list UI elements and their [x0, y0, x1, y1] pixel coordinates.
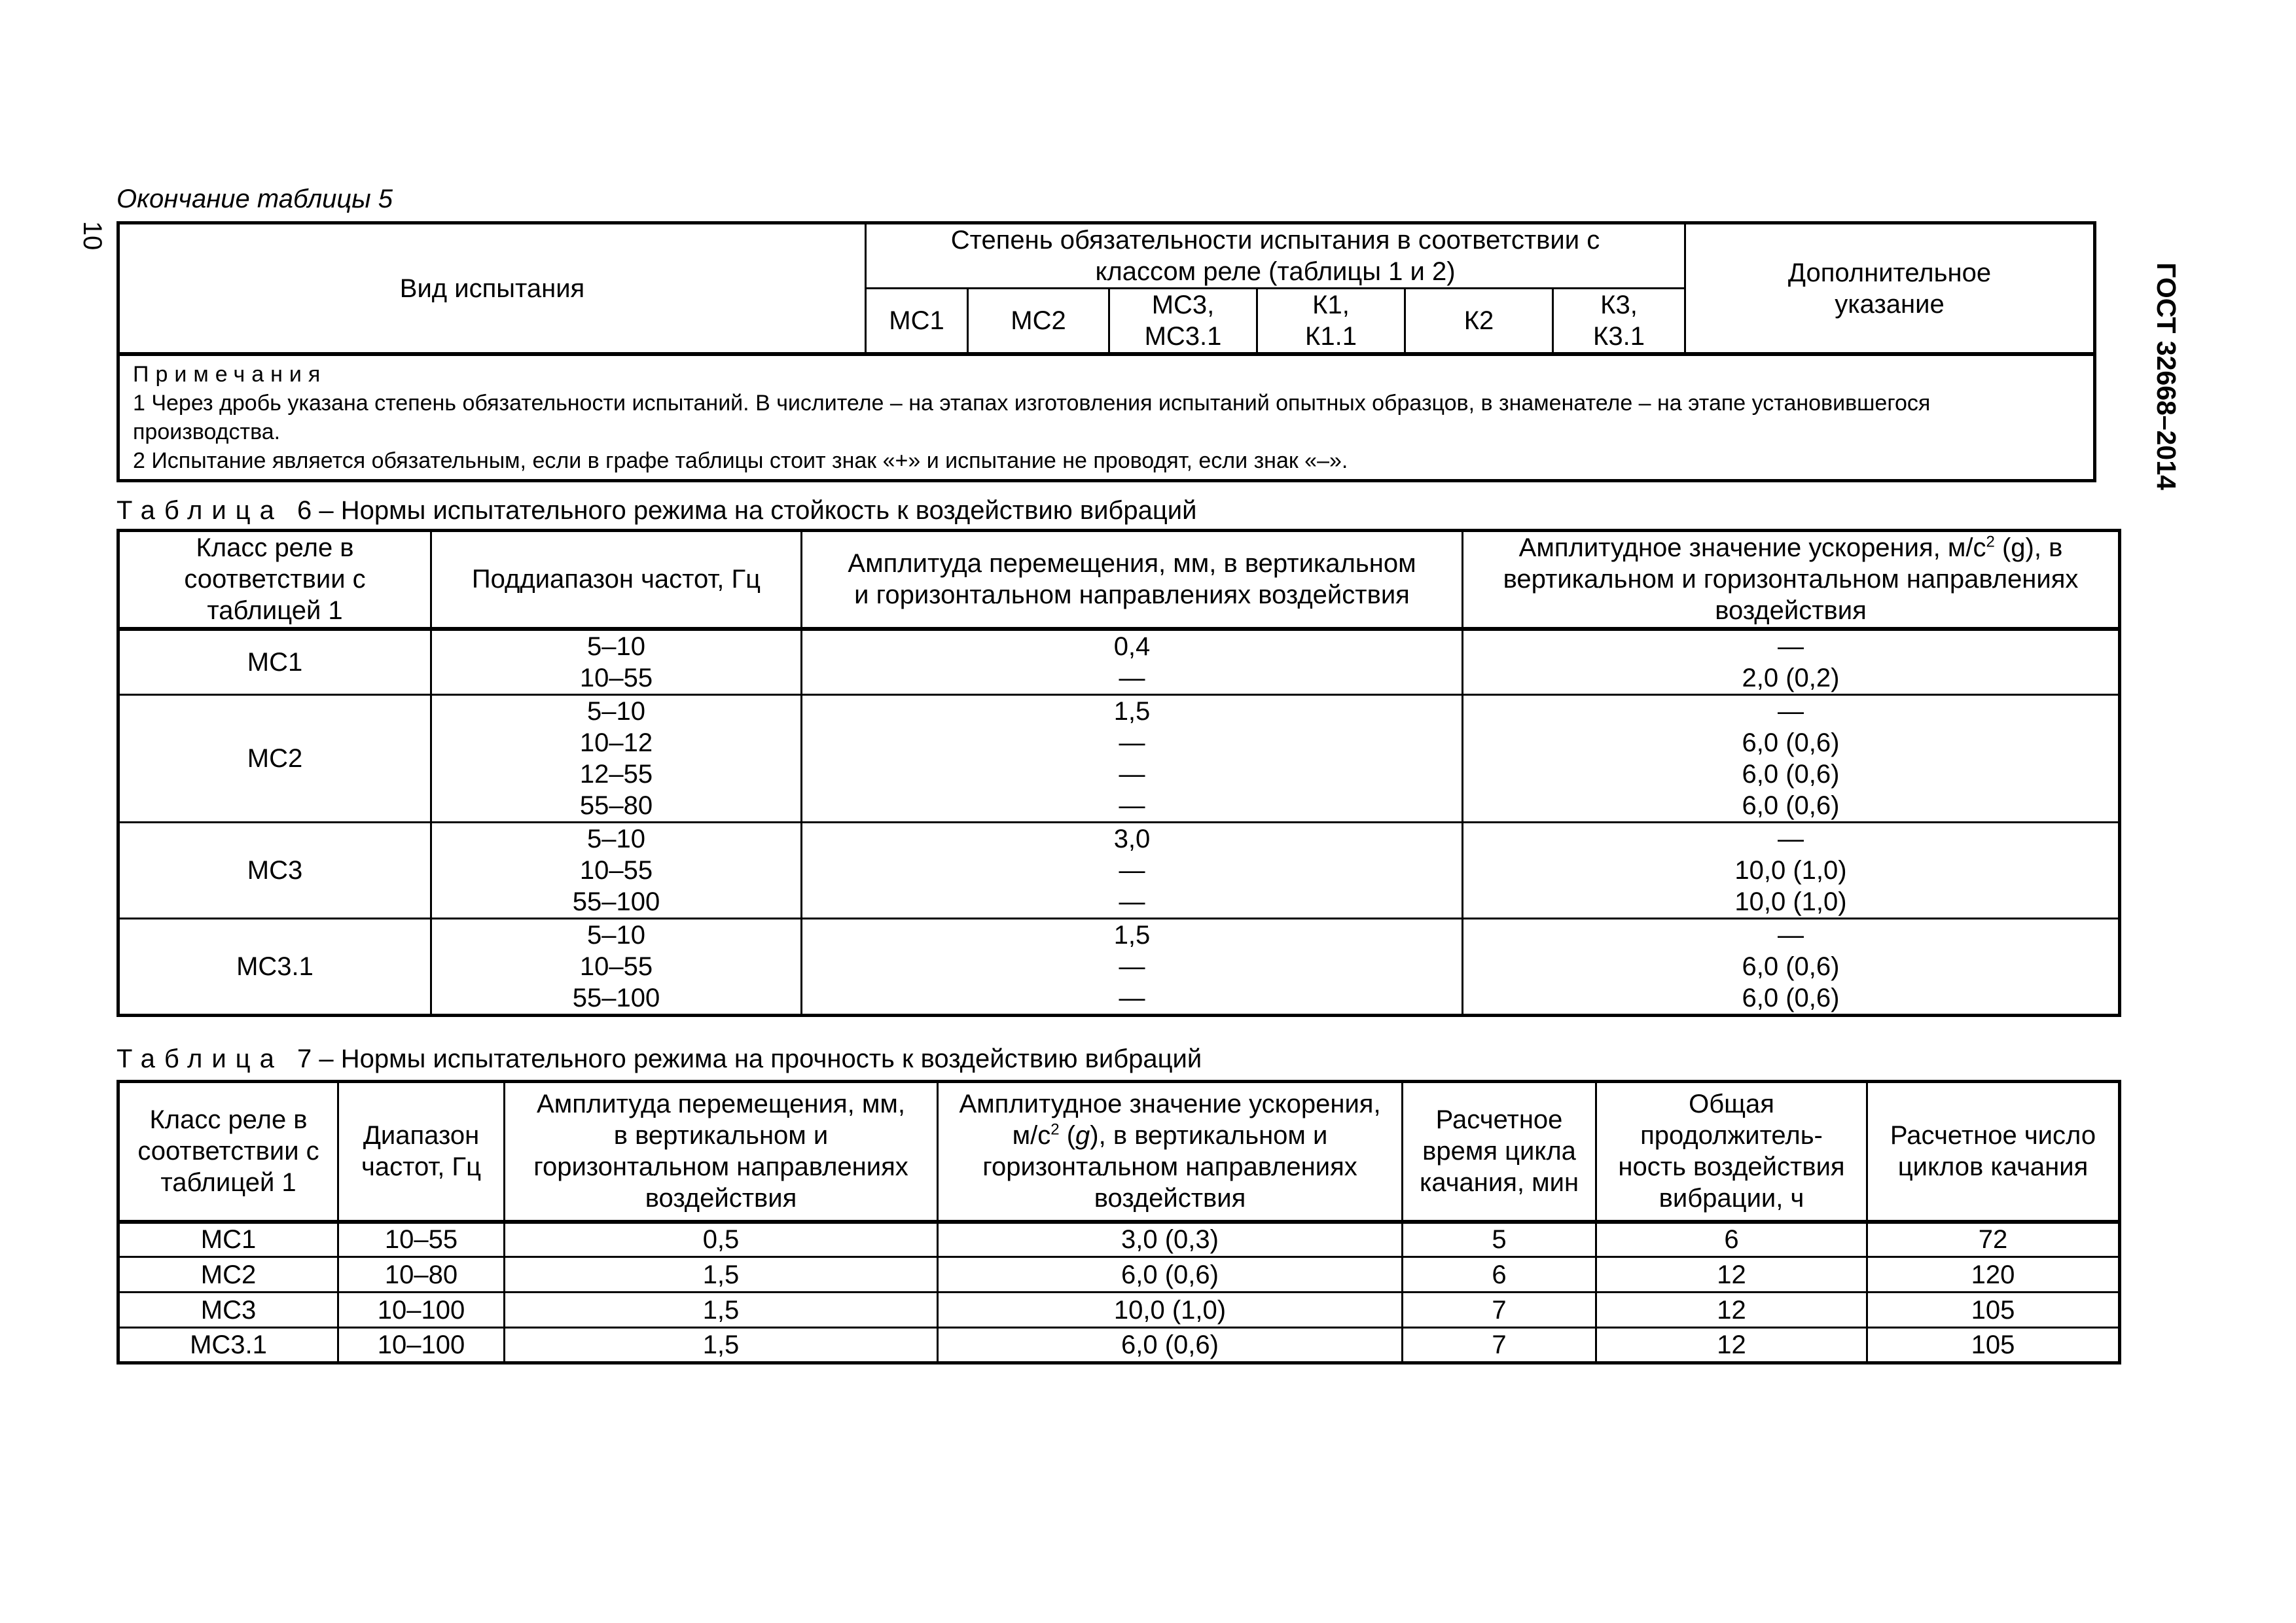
t6-amplitude-cell-line: — [1119, 728, 1145, 757]
notes-title: Примечания [133, 362, 327, 387]
t6-amplitude-cell-line: 1,5 [1113, 920, 1151, 950]
table7 [117, 1080, 2121, 1364]
class-header-line: К1.1 [1305, 322, 1357, 351]
t6-acceleration-cell-line: 10,0 (1,0) [1734, 887, 1847, 916]
t6-acceleration-cell-line: 2,0 (0,2) [1742, 663, 1840, 692]
t7-class-cell: МС3 [118, 1293, 338, 1328]
t6-header-acceleration: Амплитудное значение ускорения, $м/с^2$ (g), в вертикальном и горизонтальном направлениях воздействия [1463, 531, 2120, 629]
table-row [118, 918, 2120, 1015]
table7-caption-number: 7 [296, 1044, 312, 1073]
t6-frequency-cell-line: 55–80 [579, 791, 653, 820]
class-header-line: К3, [1600, 291, 1638, 319]
class-header-cell [1405, 289, 1553, 355]
t7-cycles-cell: 105 [1867, 1293, 2120, 1328]
t6-amplitude-cell-line: — [1119, 887, 1145, 916]
t6-acceleration-cell-line: — [1778, 920, 1804, 950]
table6-caption-text: – Нормы испытательного режима на стойкость к воздействию вибраций [319, 496, 1197, 525]
t7-acceleration-cell: 6,0 (0,6) [938, 1257, 1403, 1293]
t6-acceleration-cell-line: 6,0 (0,6) [1742, 759, 1840, 789]
t7-duration-cell: 12 [1596, 1293, 1867, 1328]
t6-frequency-cell-line: 12–55 [579, 759, 653, 789]
t7-acceleration-cell: 3,0 (0,3) [938, 1222, 1403, 1257]
table5-notes [118, 354, 2095, 481]
t7-amplitude-cell: 0,5 [505, 1222, 938, 1257]
class-header-cell [1553, 289, 1685, 355]
table-row [118, 629, 2120, 695]
table-row [118, 1293, 2120, 1328]
header-additional-note: Дополнительное указание [1685, 223, 2095, 355]
table7-caption-label: Таблица [117, 1044, 283, 1073]
table7-caption [117, 1044, 1202, 1074]
t7-duration-cell: 6 [1596, 1222, 1867, 1257]
table-row [118, 1328, 2120, 1363]
t6-class-cell: МС3 [118, 822, 431, 918]
t6-frequency-cell-line: 10–55 [579, 663, 653, 692]
t6-frequency-cell-line: 10–55 [579, 952, 653, 981]
t6-acceleration-cell [1463, 694, 2120, 822]
t6-frequency-cell-line: 10–55 [579, 855, 653, 885]
t6-amplitude-cell-line: 0,4 [1113, 632, 1151, 661]
t6-frequency-cell [431, 822, 802, 918]
header-test-type: Вид испытания [118, 223, 866, 355]
t7-range-cell: 10–55 [338, 1222, 505, 1257]
t6-frequency-cell [431, 694, 802, 822]
t6-acceleration-cell-line: 6,0 (0,6) [1742, 791, 1840, 820]
t7-duration-cell: 12 [1596, 1257, 1867, 1293]
t7-header-class: Класс реле в соответствии с таблицей 1 [118, 1082, 338, 1222]
class-header-cell [1109, 289, 1257, 355]
t6-acceleration-cell [1463, 918, 2120, 1015]
t7-cycles-cell: 120 [1867, 1257, 2120, 1293]
t7-amplitude-cell: 1,5 [505, 1293, 938, 1328]
table6-caption-label: Таблица [117, 496, 283, 525]
t6-acceleration-cell-line: 6,0 (0,6) [1742, 728, 1840, 757]
t7-acceleration-cell: 6,0 (0,6) [938, 1328, 1403, 1363]
t6-frequency-cell-line: 10–12 [579, 728, 653, 757]
table-row [118, 694, 2120, 822]
t6-frequency-cell [431, 918, 802, 1015]
t7-cycles-cell: 105 [1867, 1328, 2120, 1363]
t7-range-cell: 10–80 [338, 1257, 505, 1293]
table7-caption-text: – Нормы испытательного режима на прочность к воздействию вибраций [319, 1044, 1202, 1073]
t6-acceleration-cell-line: 6,0 (0,6) [1742, 983, 1840, 1012]
t6-amplitude-cell-line: 1,5 [1113, 696, 1151, 726]
t7-header-acceleration: Амплитудное значение ускорения, $м/с^2$ (g), в вертикальном и горизонтальном направлениях воздействия [938, 1082, 1403, 1222]
class-header-cell [968, 289, 1109, 355]
t7-class-cell: МС1 [118, 1222, 338, 1257]
t7-header-range: Диапазон частот, Гц [338, 1082, 505, 1222]
t6-acceleration-cell-line: — [1778, 824, 1804, 853]
t6-amplitude-cell [802, 918, 1463, 1015]
class-header-cell [1257, 289, 1405, 355]
t6-acceleration-cell [1463, 629, 2120, 695]
t6-header-range: Поддиапазон частот, Гц [431, 531, 802, 629]
class-header-line: К1, [1312, 291, 1350, 319]
t7-header-duration: Общая продолжитель-ность воздействия вибрации, ч [1596, 1082, 1867, 1222]
t7-header-cycle-time: Расчетное время цикла качания, мин [1403, 1082, 1596, 1222]
t6-class-cell: МС3.1 [118, 918, 431, 1015]
t7-cycle-time-cell: 7 [1403, 1328, 1596, 1363]
class-header-line: МС3.1 [1144, 322, 1222, 351]
class-header-line: МС3, [1151, 291, 1215, 319]
t7-header-amplitude: Амплитуда перемещения, мм, в вертикальном и горизонтальном направлениях воздействия [505, 1082, 938, 1222]
table6-caption [117, 496, 1196, 526]
t6-frequency-cell-line: 5–10 [587, 696, 645, 726]
t7-cycle-time-cell: 7 [1403, 1293, 1596, 1328]
page-number: 10 [78, 221, 107, 251]
t6-acceleration-cell-line: — [1778, 632, 1804, 661]
t7-cycle-time-cell: 6 [1403, 1257, 1596, 1293]
note-1: 1 Через дробь указана степень обязательности испытаний. В числителе – на этапах изготовления испытаний опытных образцов, в знаменателе – на этапе установившегося производства. [133, 391, 1931, 444]
standard-designation: ГОСТ 32668–2014 [2151, 262, 2181, 490]
t6-header-amplitude: Амплитуда перемещения, мм, в вертикальном и горизонтальном направлениях воздействия [802, 531, 1463, 629]
class-header-line: МС1 [889, 306, 944, 335]
t6-amplitude-cell-line: — [1119, 759, 1145, 789]
t6-amplitude-cell [802, 694, 1463, 822]
t6-frequency-cell-line: 55–100 [572, 887, 660, 916]
class-header-line: К2 [1463, 306, 1494, 335]
t7-header-cycles: Расчетное число циклов качания [1867, 1082, 2120, 1222]
header-degree: Степень обязательности испытания в соответствии с классом реле (таблицы 1 и 2) [866, 223, 1685, 289]
t6-class-cell: МС2 [118, 694, 431, 822]
table6-caption-number: 6 [296, 496, 312, 525]
t6-amplitude-cell [802, 822, 1463, 918]
t7-class-cell: МС3.1 [118, 1328, 338, 1363]
t6-acceleration-cell-line: 6,0 (0,6) [1742, 952, 1840, 981]
t6-amplitude-cell-line: 3,0 [1113, 824, 1151, 853]
t6-frequency-cell [431, 629, 802, 695]
t6-amplitude-cell-line: — [1119, 663, 1145, 692]
t6-frequency-cell-line: 5–10 [587, 632, 645, 661]
t6-acceleration-cell-line: 10,0 (1,0) [1734, 855, 1847, 885]
table6 [117, 529, 2121, 1017]
note-2: 2 Испытание является обязательным, если в графе таблицы стоит знак «+» и испытание не проводят, если знак «–». [133, 448, 1348, 473]
table-row [118, 822, 2120, 918]
table-row [118, 1222, 2120, 1257]
t6-amplitude-cell-line: — [1119, 791, 1145, 820]
t6-frequency-cell-line: 5–10 [587, 824, 645, 853]
t6-acceleration-cell-line: — [1778, 696, 1804, 726]
table-row [118, 1257, 2120, 1293]
t6-header-class: Класс реле в соответствии с таблицей 1 [118, 531, 431, 629]
class-header-line: К3.1 [1593, 322, 1645, 351]
t7-amplitude-cell: 1,5 [505, 1257, 938, 1293]
t7-duration-cell: 12 [1596, 1328, 1867, 1363]
table5-end [117, 221, 2096, 482]
table5-continuation-caption: Окончание таблицы 5 [117, 185, 393, 213]
t6-amplitude-cell-line: — [1119, 855, 1145, 885]
t7-range-cell: 10–100 [338, 1293, 505, 1328]
t7-cycles-cell: 72 [1867, 1222, 2120, 1257]
t7-amplitude-cell: 1,5 [505, 1328, 938, 1363]
t7-range-cell: 10–100 [338, 1328, 505, 1363]
class-header-cell [866, 289, 968, 355]
t6-amplitude-cell [802, 629, 1463, 695]
t6-frequency-cell-line: 5–10 [587, 920, 645, 950]
t6-frequency-cell-line: 55–100 [572, 983, 660, 1012]
t6-amplitude-cell-line: — [1119, 983, 1145, 1012]
t7-cycle-time-cell: 5 [1403, 1222, 1596, 1257]
class-header-line: МС2 [1011, 306, 1066, 335]
t7-acceleration-cell: 10,0 (1,0) [938, 1293, 1403, 1328]
t7-class-cell: МС2 [118, 1257, 338, 1293]
t6-class-cell: МС1 [118, 629, 431, 695]
t6-amplitude-cell-line: — [1119, 952, 1145, 981]
t6-acceleration-cell [1463, 822, 2120, 918]
